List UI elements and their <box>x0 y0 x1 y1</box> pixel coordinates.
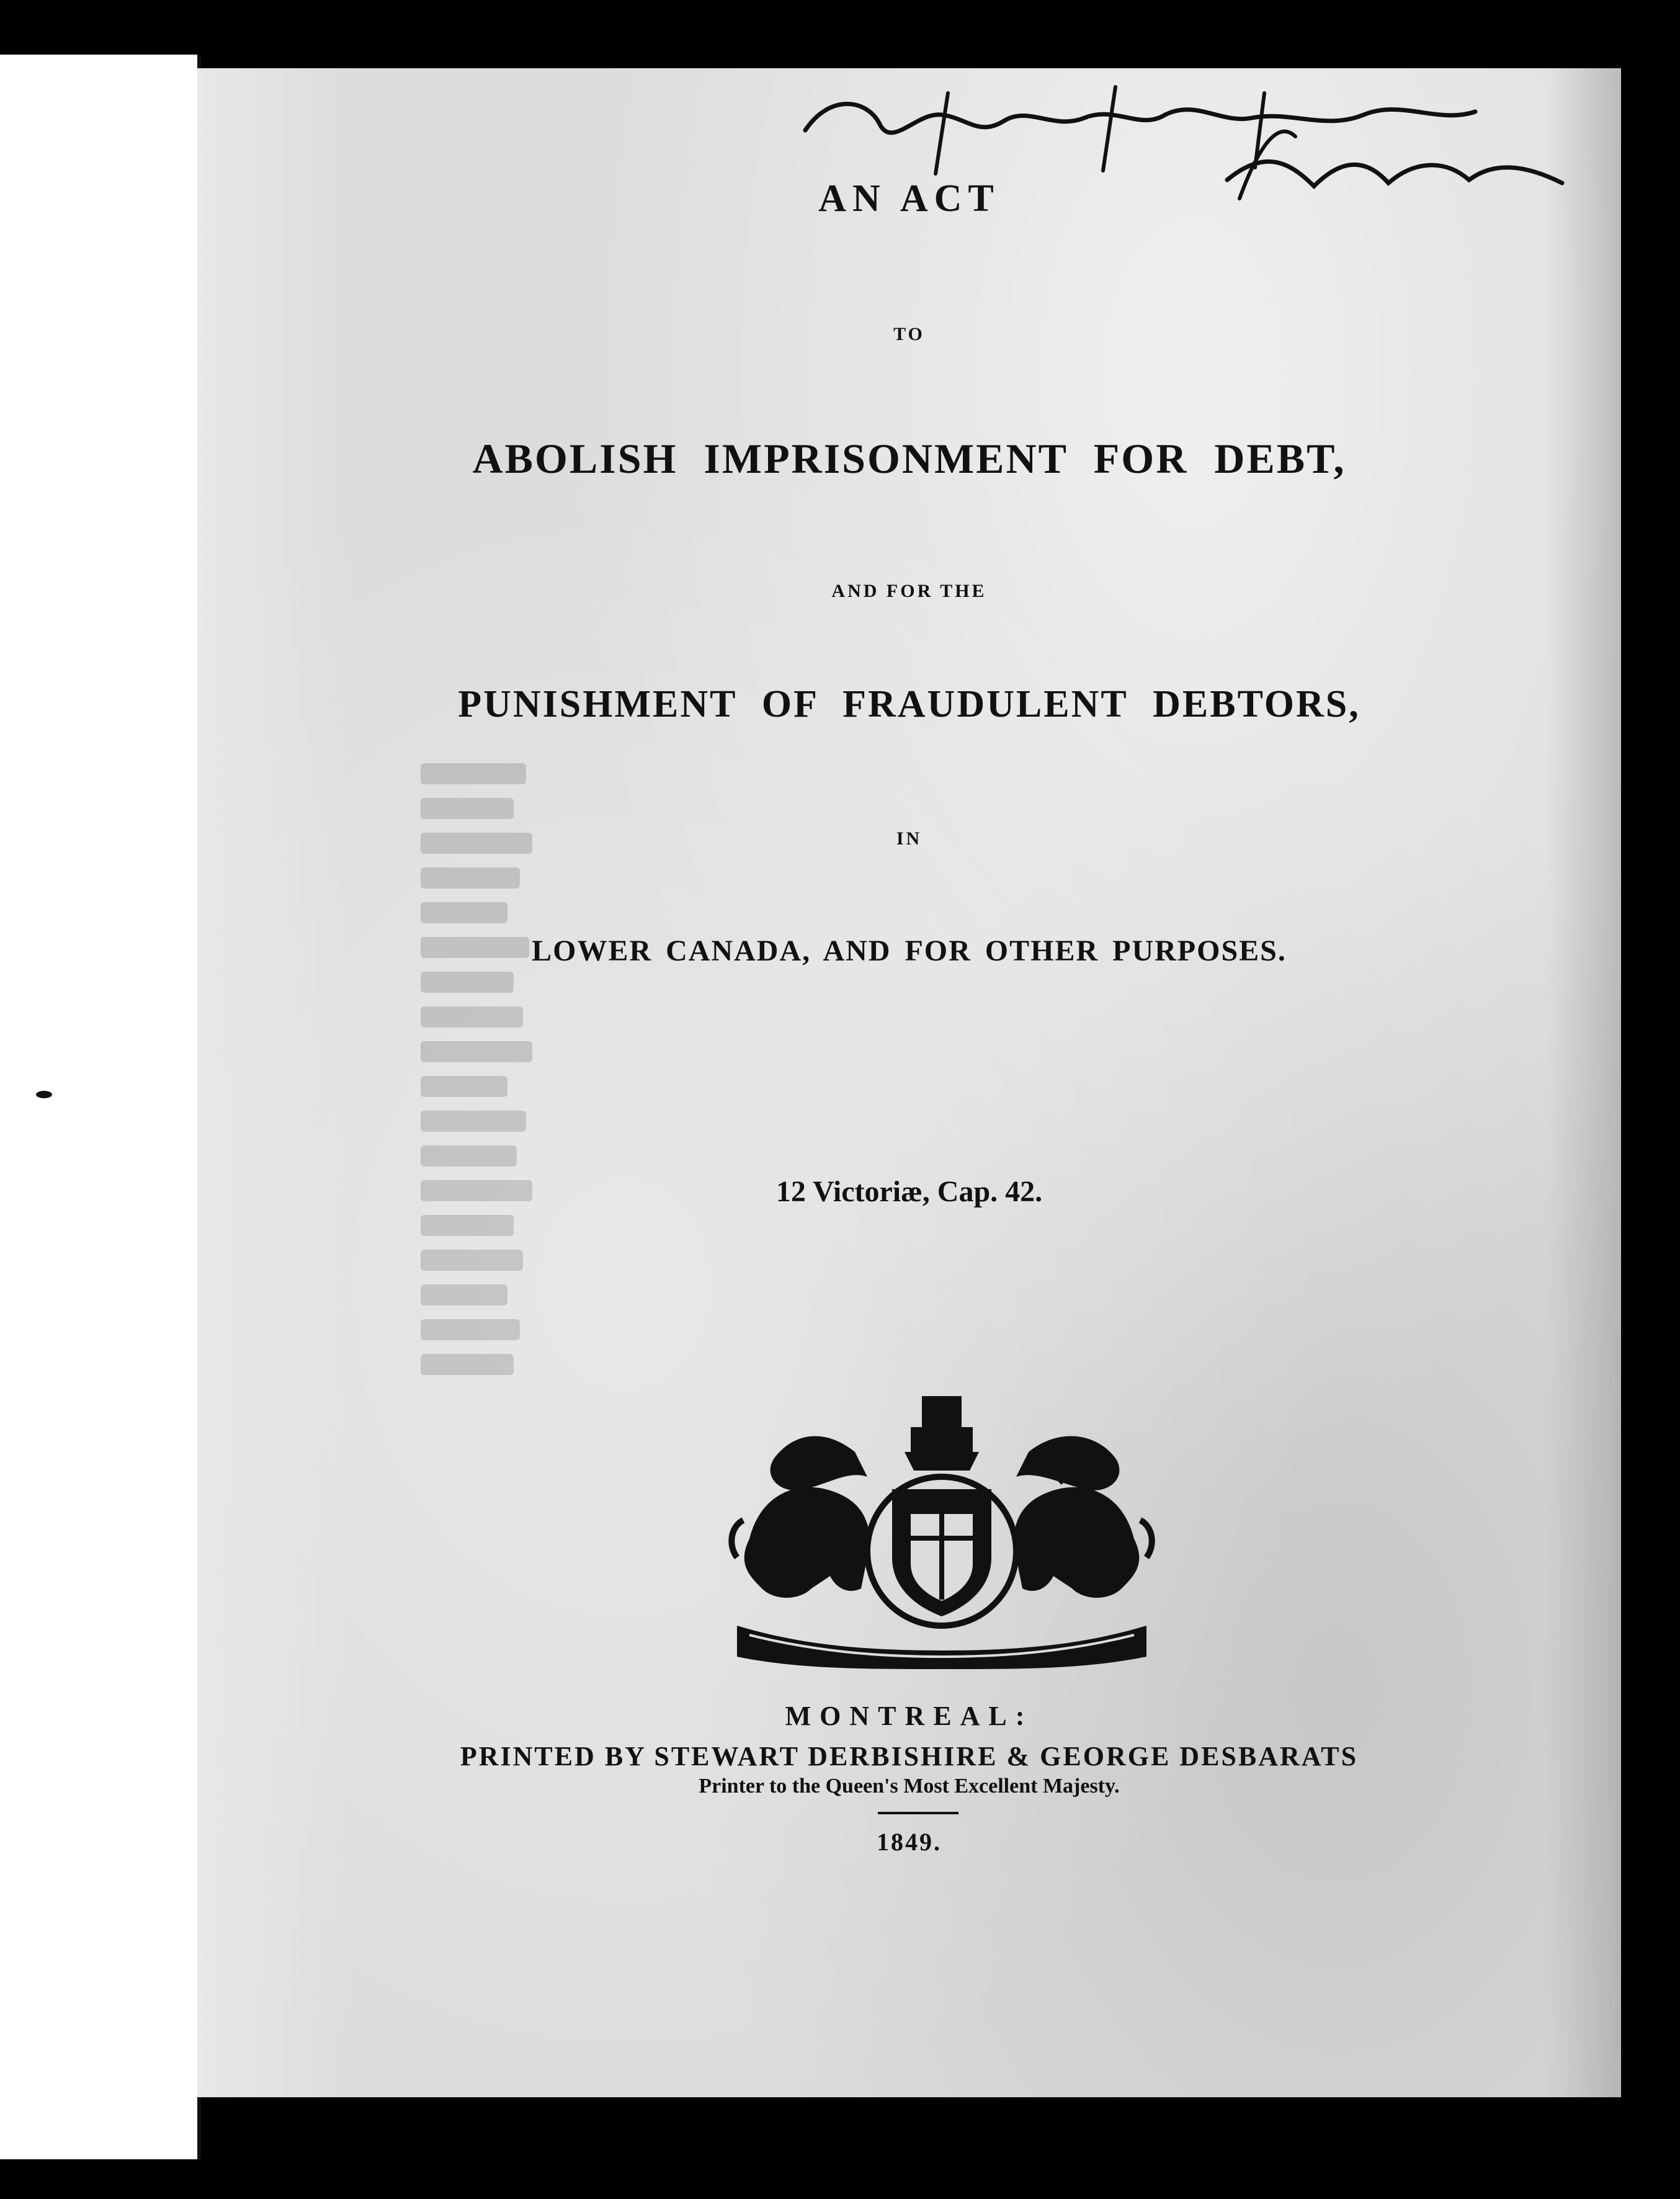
statute-citation: 12 Victoriæ, Cap. 42. <box>775 1175 1043 1208</box>
title-line-lower-canada: LOWER CANADA, AND FOR OTHER PURPOSES. <box>532 934 1287 967</box>
show-through-text <box>421 763 545 1471</box>
title-page <box>197 68 1621 2097</box>
connector-in: IN <box>896 828 923 849</box>
connector-and-for-the: AND FOR THE <box>831 581 987 601</box>
act-heading: AN ACT <box>818 177 1000 220</box>
royal-coat-of-arms-icon <box>725 1384 1159 1669</box>
title-line-punishment: PUNISHMENT OF FRAUDULENT DEBTORS, <box>458 683 1361 725</box>
connector-to: TO <box>893 324 925 344</box>
ink-speck <box>36 1091 52 1098</box>
facing-blank-leaf <box>0 55 201 2159</box>
title-line-abolish: ABOLISH IMPRISONMENT FOR DEBT, <box>472 435 1346 482</box>
imprint-rule <box>878 1812 958 1814</box>
imprint-printer-role: Printer to the Queen's Most Excellent Majesty. <box>699 1775 1120 1798</box>
imprint-printers: PRINTED BY STEWART DERBISHIRE & GEORGE DESBARATS <box>460 1741 1359 1771</box>
imprint-year: 1849. <box>877 1828 942 1856</box>
imprint-city: MONTREAL: <box>785 1701 1034 1731</box>
